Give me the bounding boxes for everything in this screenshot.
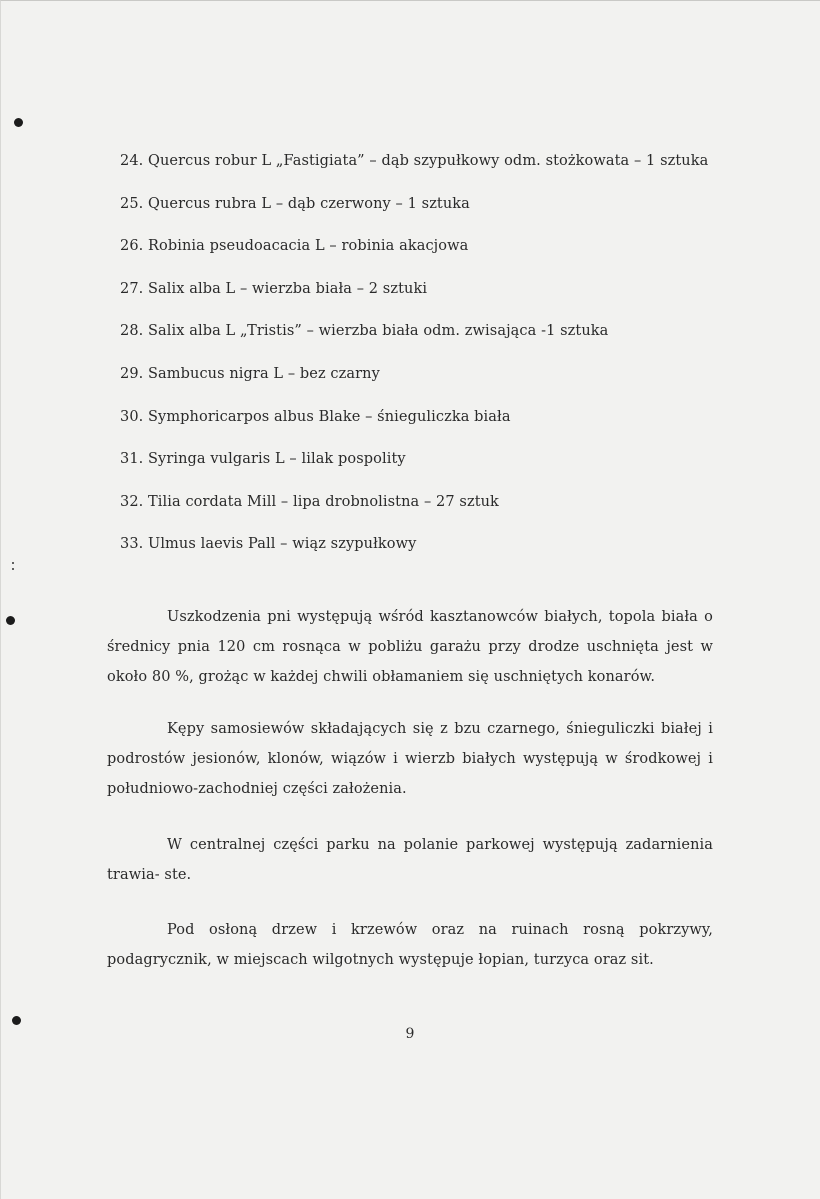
list-item: [120, 193, 760, 236]
item-text: Robinia pseudoacacia L – robinia akacjowa: [148, 238, 469, 255]
punch-hole-top: [14, 118, 23, 127]
list-item: [120, 533, 760, 576]
item-number: 27.: [120, 280, 144, 297]
list-item: [120, 491, 760, 534]
item-number: 33.: [120, 536, 144, 553]
list-item: [120, 448, 760, 491]
item-text: Quercus robur L „Fastigiata” – dąb szypułkowy odm. stożkowata – 1 sztuka: [148, 153, 709, 169]
item-number: 26.: [120, 238, 144, 255]
item-number: 24.: [120, 153, 144, 169]
item-number: 32.: [120, 493, 144, 510]
item-text: Tilia cordata Mill – lipa drobnolistna – 27 sztuk: [148, 493, 499, 510]
list-item: [120, 363, 760, 406]
item-text: Syringa vulgaris L – lilak pospolity: [148, 451, 406, 468]
item-number: 31.: [120, 451, 144, 468]
list-item: [120, 406, 760, 449]
item-text: Salix alba L „Tristis” – wierzba biała odm. zwisająca -1 sztuka: [148, 323, 609, 340]
species-list: [120, 150, 760, 576]
paragraph-self-seeding: Kępy samosiewów składających się z bzu czarnego, śnieguliczki białej i podrostów jesionów, klonów, wiązów i wierzb białych występują w środkowej i południowo-zachodniej części założenia.: [107, 721, 713, 797]
list-item: [120, 150, 760, 193]
item-text: Salix alba L – wierzba biała – 2 sztuki: [148, 280, 428, 297]
list-item: [120, 278, 760, 321]
page-number: 9: [405, 1026, 415, 1042]
item-text: Ulmus laevis Pall – wiąz szypułkowy: [148, 536, 417, 553]
item-text: Quercus rubra L – dąb czerwony – 1 sztuka: [148, 195, 470, 212]
item-text: Sambucus nigra L – bez czarny: [148, 365, 380, 382]
item-number: 28.: [120, 323, 144, 340]
list-item: [120, 320, 760, 363]
punch-hole-middle: [6, 616, 15, 625]
list-item: [120, 235, 760, 278]
item-number: 30.: [120, 408, 144, 425]
item-text: Symphoricarpos albus Blake – śnieguliczka biała: [148, 408, 511, 425]
paragraph-grass: W centralnej części parku na polanie parkowej występują zadarnienia trawia- ste.: [107, 837, 713, 883]
item-number: 29.: [120, 365, 144, 382]
scan-speck: [12, 562, 14, 572]
paragraph-undergrowth: Pod osłoną drzew i krzewów oraz na ruinach rosną pokrzywy, podagrycznik, w miejscach wilgotnych występuje łopian, turzyca oraz sit.: [107, 922, 713, 968]
item-number: 25.: [120, 195, 144, 212]
paragraph-damage: Uszkodzenia pni występują wśród kasztanowców białych, topola biała o średnicy pnia 120 cm rosnąca w pobliżu garażu przy drodze uschnięta jest w około 80 %, grożąc w każdej chwili obłamaniem się uschniętych konarów.: [107, 609, 713, 685]
